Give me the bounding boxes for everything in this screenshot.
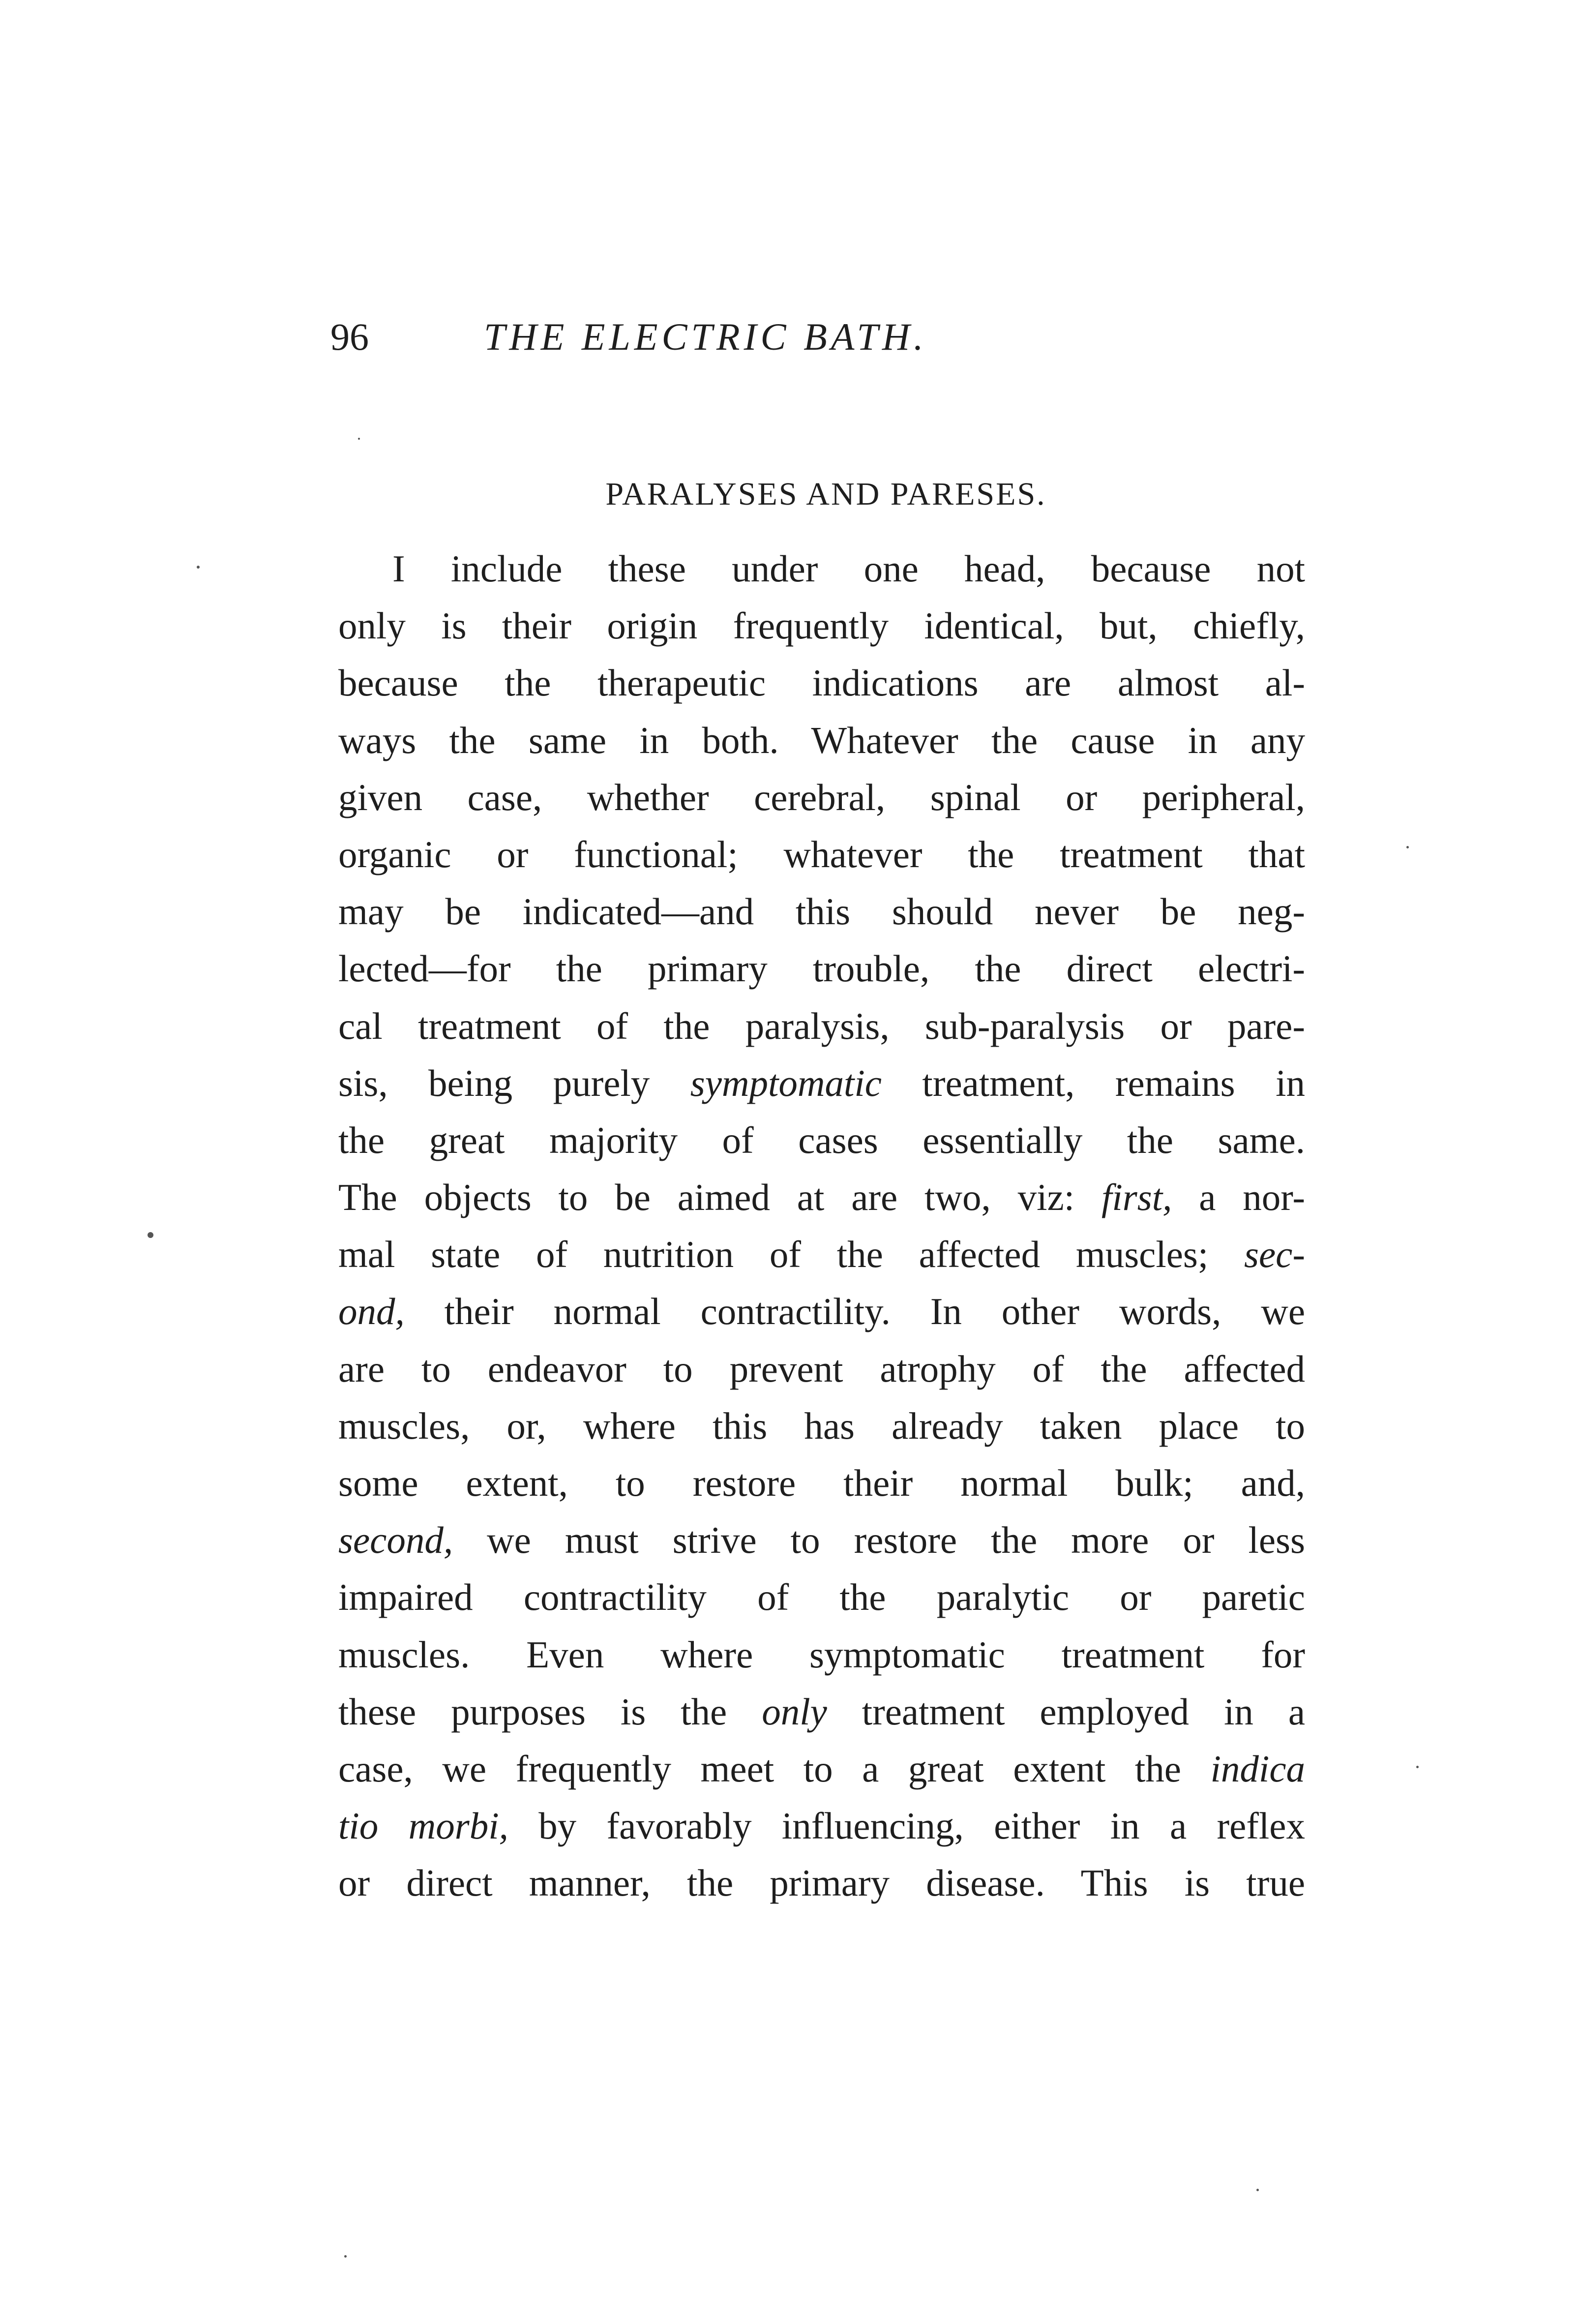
text-line: sis, being purely symptomatic treatment, remains in [338,1061,1305,1104]
scan-speck [1256,2189,1259,2191]
text-line: cal treatment of the paralysis, sub-paralysis or pare- [338,1004,1305,1047]
text-line: organic or functional; whatever the treatment that [338,833,1305,875]
scan-speck [197,566,200,569]
text-line: The objects to be aimed at are two, viz: first, a nor- [338,1176,1305,1219]
text-line: given case, whether cerebral, spinal or peripheral, [338,776,1305,818]
text-line: lected—for the primary trouble, the direct electri- [338,947,1305,990]
text-line: the great majority of cases essentially the same. [338,1118,1305,1161]
text-line: these purposes is the only treatment employed in a [338,1690,1306,1733]
text-line: second, we must strive to restore the more or less [338,1519,1305,1562]
text-line: ond, their normal contractility. In other words, we [338,1290,1305,1333]
text-line: are to endeavor to prevent atrophy of the affected [338,1347,1305,1390]
scan-speck [358,438,360,440]
text-line: tio morbi, by favorably influencing, either in a reflex [338,1805,1305,1847]
page-header [330,305,1304,369]
text-line: muscles. Even where symptomatic treatment for [338,1633,1305,1676]
text-line: or direct manner, the primary disease. This is true [338,1862,1305,1904]
text-line: some extent, to restore their normal bulk; and, [338,1462,1305,1504]
text-line: ways the same in both. Whatever the cause in any [338,719,1305,761]
scan-speck [344,2255,347,2258]
text-line: because the therapeutic indications are almost al- [338,662,1305,704]
text-line: I include these under one head, because not [392,547,1305,590]
text-line: only is their origin frequently identical, but, chiefly, [338,604,1305,647]
body-paragraph [338,540,1305,1912]
text-line: case, we frequently meet to a great extent the indica [338,1747,1305,1790]
page-number: 96 [330,315,369,358]
running-title: THE ELECTRIC BATH. [484,315,927,358]
scan-speck [1416,1766,1419,1768]
text-line: muscles, or, where this has already taken place to [338,1404,1305,1447]
text-line: may be indicated—and this should never be neg- [338,890,1305,933]
text-line: mal state of nutrition of the affected muscles; sec- [338,1233,1305,1276]
scan-speck [148,1232,153,1238]
section-heading: PARALYSES AND PARESES. [605,476,1046,512]
text-line: impaired contractility of the paralytic or paretic [338,1576,1305,1619]
scan-speck [1406,846,1409,848]
